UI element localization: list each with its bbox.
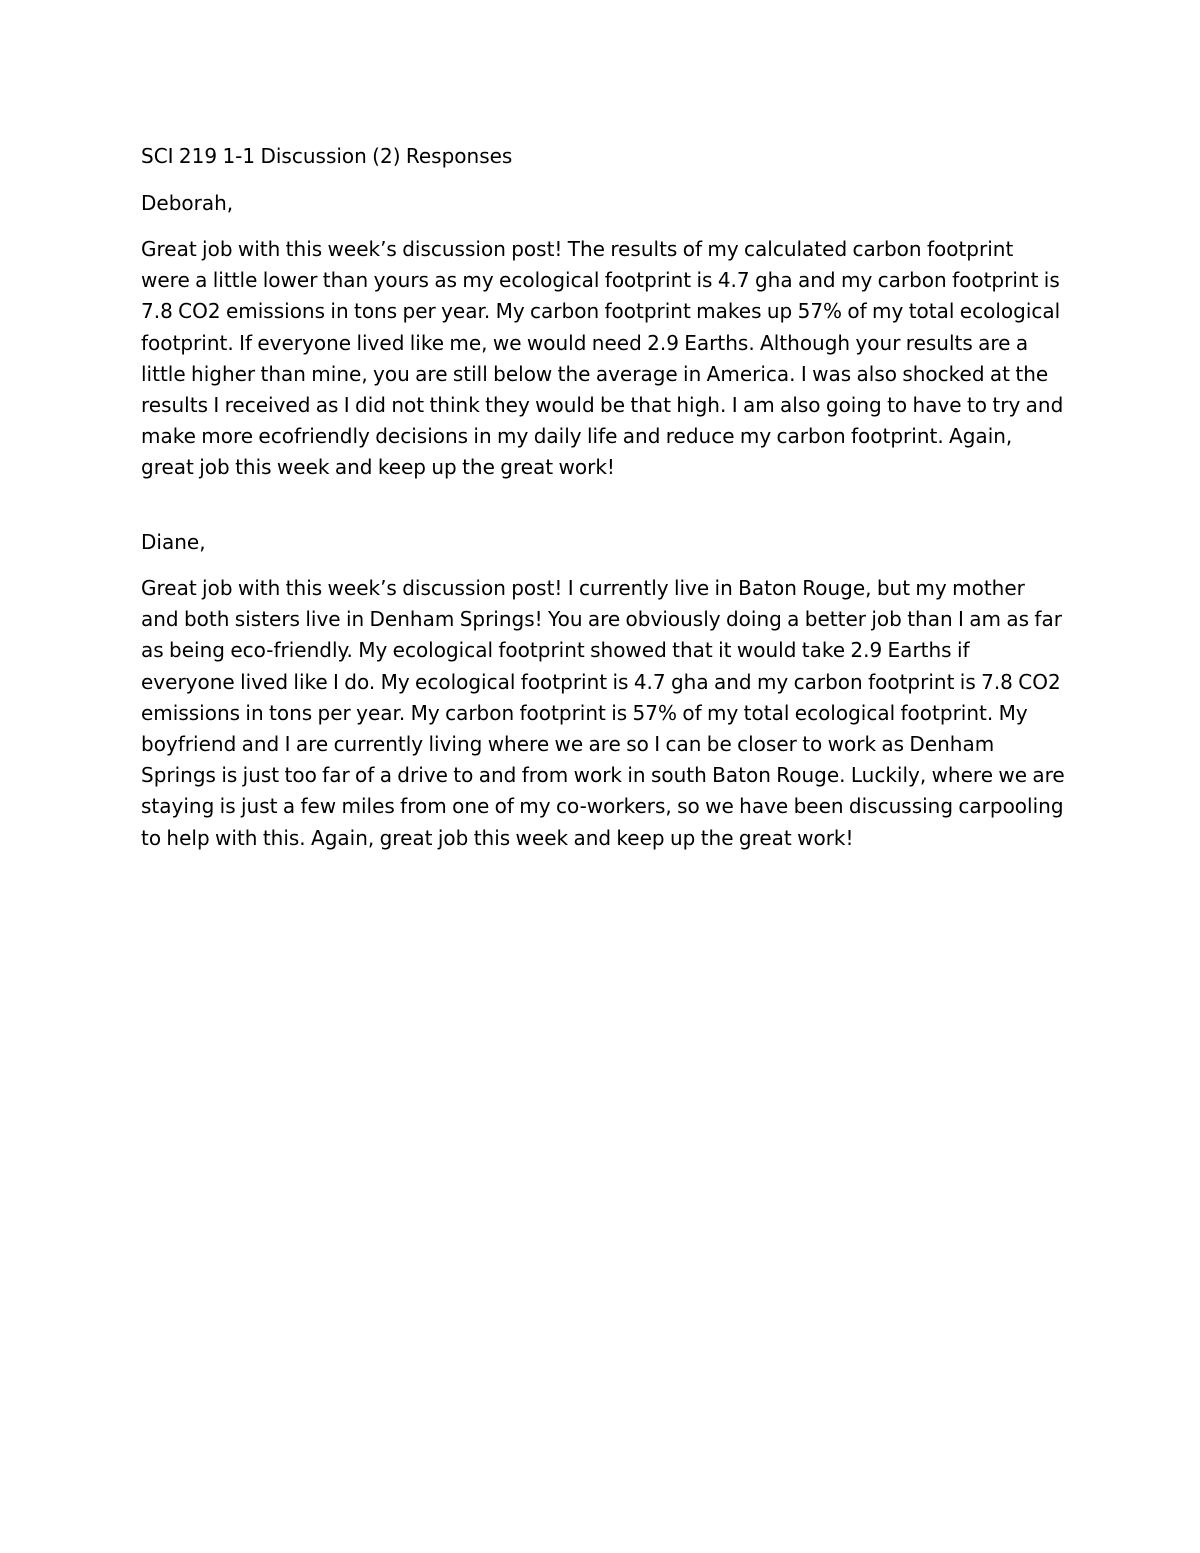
response-greeting-diane: Diane, — [141, 530, 206, 554]
response-body-diane: Great job with this week’s discussion post! I currently live in Baton Rouge, but my mother and both sisters live in Denham Springs! You are obviously doing a better job than I am as far as being eco-friendly. My ecological footprint showed that it would take 2.9 Earths if everyone lived like I do. My ecological footprint is 4.7 gha and my carbon footprint is 7.8 CO2 emissions in tons per year. My carbon footprint is 57% of my total ecological footprint. My boyfriend and I are currently living where we are so I can be closer to work as Denham Springs is just too far of a drive to and from work in south Baton Rouge. Luckily, where we are staying is just a few miles from one of my co-workers, so we have been discussing carpooling to help with this. Again, great job this week and keep up the great work! — [141, 576, 1065, 850]
response-body-deborah: Great job with this week’s discussion post! The results of my calculated carbon footprint were a little lower than yours as my ecological footprint is 4.7 gha and my carbon footprint is 7.8 CO2 emissions in tons per year. My carbon footprint makes up 57% of my total ecological footprint. If everyone lived like me, we would need 2.9 Earths. Although your results are a little higher than mine, you are still below the average in America. I was also shocked at the results I received as I did not think they would be that high. I am also going to have to try and make more ecofriendly decisions in my daily life and reduce my carbon footprint. Again, great job this week and keep up the great work! — [141, 237, 1064, 480]
response-greeting-deborah: Deborah, — [141, 191, 234, 215]
document-title: SCI 219 1-1 Discussion (2) Responses — [141, 144, 513, 168]
